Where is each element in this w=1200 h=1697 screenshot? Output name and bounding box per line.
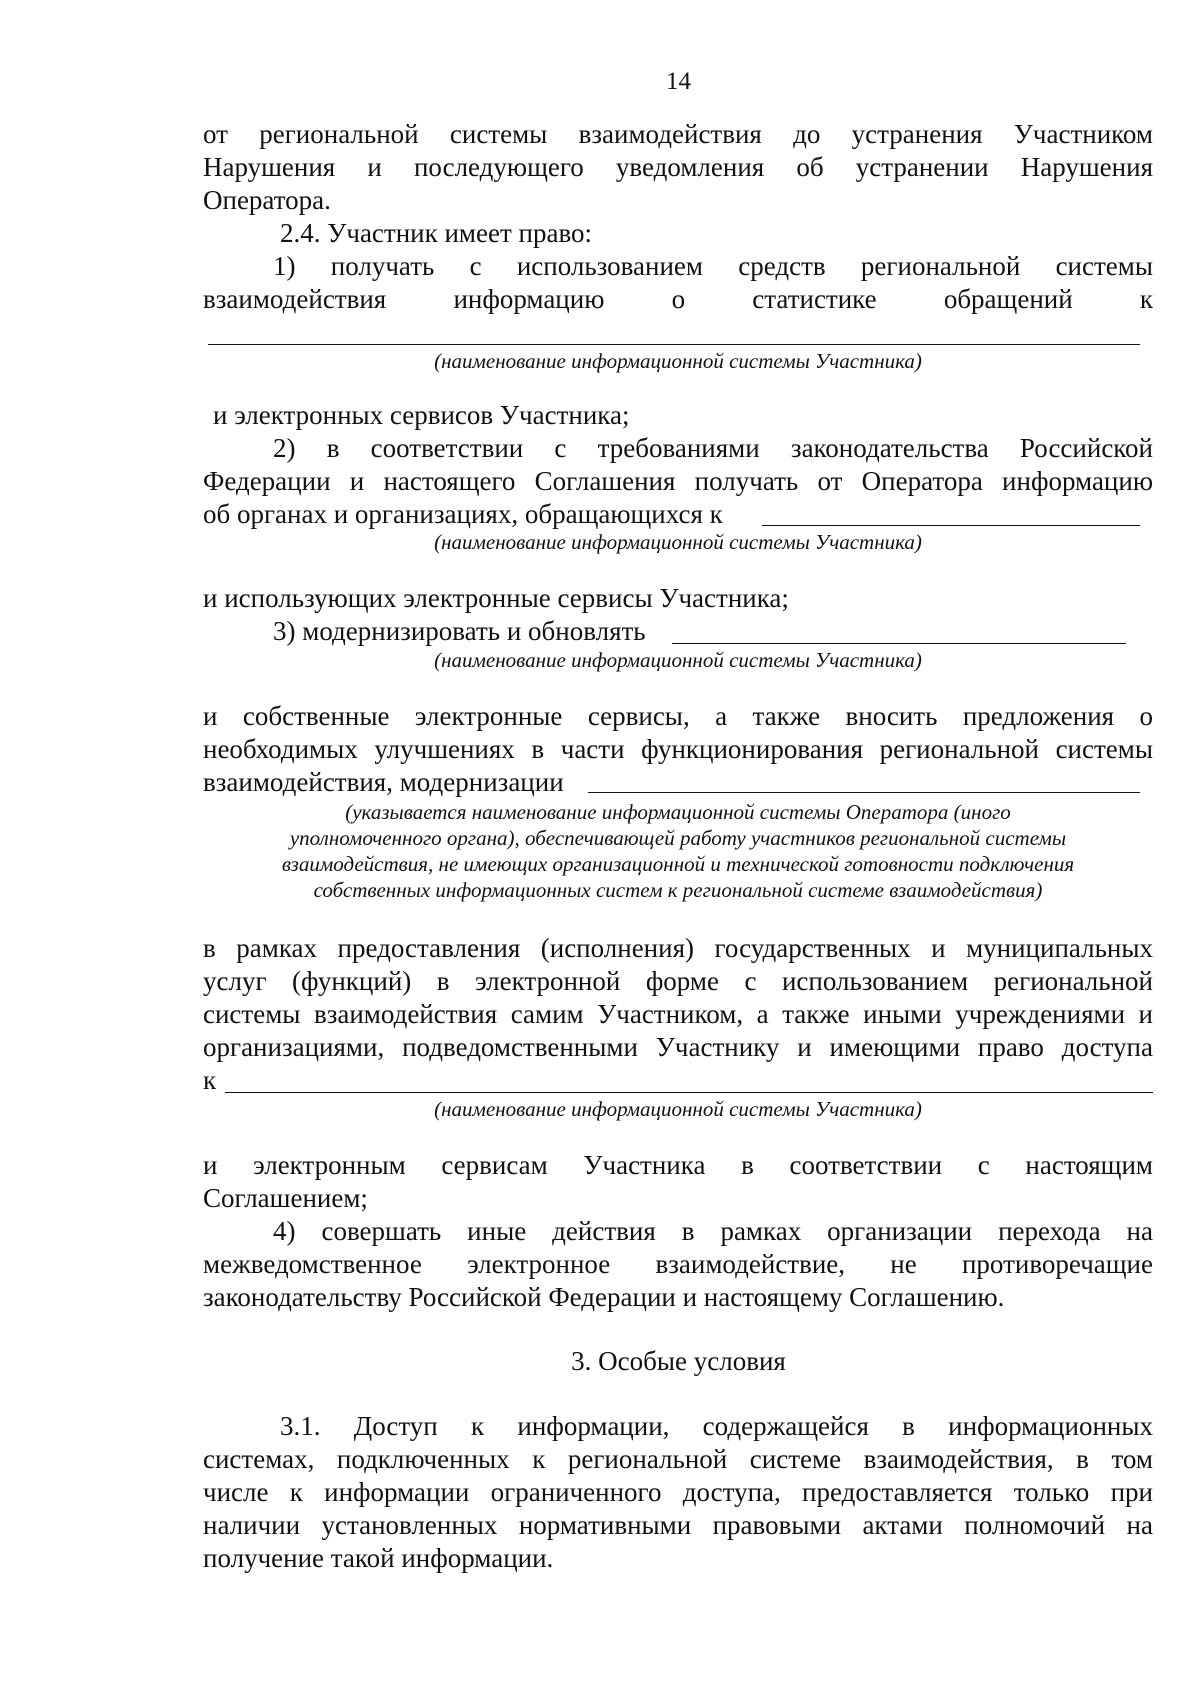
text-line: Нарушения и последующего уведомления об устранении Нарушения (203, 152, 1153, 182)
text-line: межведомственное электронное взаимодействие, не противоречащие (203, 1249, 1153, 1279)
field-caption: уполномоченного органа), обеспечивающей работу участников региональной системы (289, 826, 1067, 850)
text-line: системы взаимодействия самим Участником, а также иными учреждениями и (203, 999, 1153, 1029)
text-line: к (203, 1065, 217, 1095)
text-line: об органах и организациях, обращающихся к (203, 499, 723, 529)
field-caption: (наименование информационной системы Участника) (434, 648, 922, 672)
text-line: услуг (функций) в электронной форме с использованием региональной (203, 966, 1153, 996)
text-line: необходимых улучшениях в части функционирования региональной системы (203, 734, 1153, 764)
field-caption: (наименование информационной системы Участника) (434, 349, 922, 373)
text-line: получение такой информации. (203, 1543, 554, 1573)
text-line: 3) модернизировать и обновлять (273, 616, 646, 646)
text-line: и собственные электронные сервисы, а также вносить предложения о (203, 701, 1153, 731)
text-line: и использующих электронные сервисы Участника; (203, 583, 789, 613)
fill-in-blank (225, 1092, 1153, 1093)
fill-in-blank (588, 792, 1140, 793)
text-line: Федерации и настоящего Соглашения получать от Оператора информацию (203, 466, 1153, 496)
text-line: 2) в соответствии с требованиями законодательства Российской (273, 433, 1153, 463)
field-caption: (указывается наименование информационной системы Оператора (иного (345, 800, 1011, 824)
text-line: взаимодействия, модернизации (203, 767, 564, 797)
text-line: Оператора. (203, 185, 331, 215)
text-line: числе к информации ограниченного доступа, предоставляется только при (203, 1477, 1153, 1507)
text-line: наличии установленных нормативными правовыми актами полномочий на (203, 1510, 1153, 1540)
text-line: законодательству Российской Федерации и настоящему Соглашению. (203, 1282, 1005, 1312)
text-line: 2.4. Участник имеет право: (280, 218, 593, 248)
field-caption: (наименование информационной системы Участника) (434, 1097, 922, 1121)
fill-in-blank (672, 643, 1126, 644)
text-line: 1) получать с использованием средств региональной системы (273, 251, 1153, 281)
text-line: и электронным сервисам Участника в соответствии с настоящим (203, 1150, 1153, 1180)
text-line: системах, подключенных к региональной системе взаимодействия, в том (203, 1444, 1153, 1474)
text-line: от региональной системы взаимодействия до устранения Участником (203, 119, 1153, 149)
text-line: взаимодействия информацию о статистике обращений к (203, 284, 1153, 314)
text-line: 4) совершать иные действия в рамках организации перехода на (273, 1216, 1153, 1246)
text-line: организациями, подведомственными Участнику и имеющими право доступа (203, 1032, 1153, 1062)
field-caption: (наименование информационной системы Участника) (434, 530, 922, 554)
text-line: и электронных сервисов Участника; (213, 400, 630, 430)
field-caption: собственных информационных систем к региональной системе взаимодействия) (313, 878, 1043, 902)
text-line: в рамках предоставления (исполнения) государственных и муниципальных (203, 933, 1153, 963)
fill-in-blank (208, 344, 1140, 345)
page-number: 14 (666, 68, 691, 95)
field-caption: взаимодействия, не имеющих организационной и технической готовности подключения (281, 852, 1075, 876)
text-line: Соглашением; (203, 1183, 368, 1213)
text-line: 3.1. Доступ к информации, содержащейся в информационных (280, 1411, 1153, 1441)
section-heading: 3. Особые условия (571, 1346, 786, 1376)
fill-in-blank (762, 525, 1140, 526)
